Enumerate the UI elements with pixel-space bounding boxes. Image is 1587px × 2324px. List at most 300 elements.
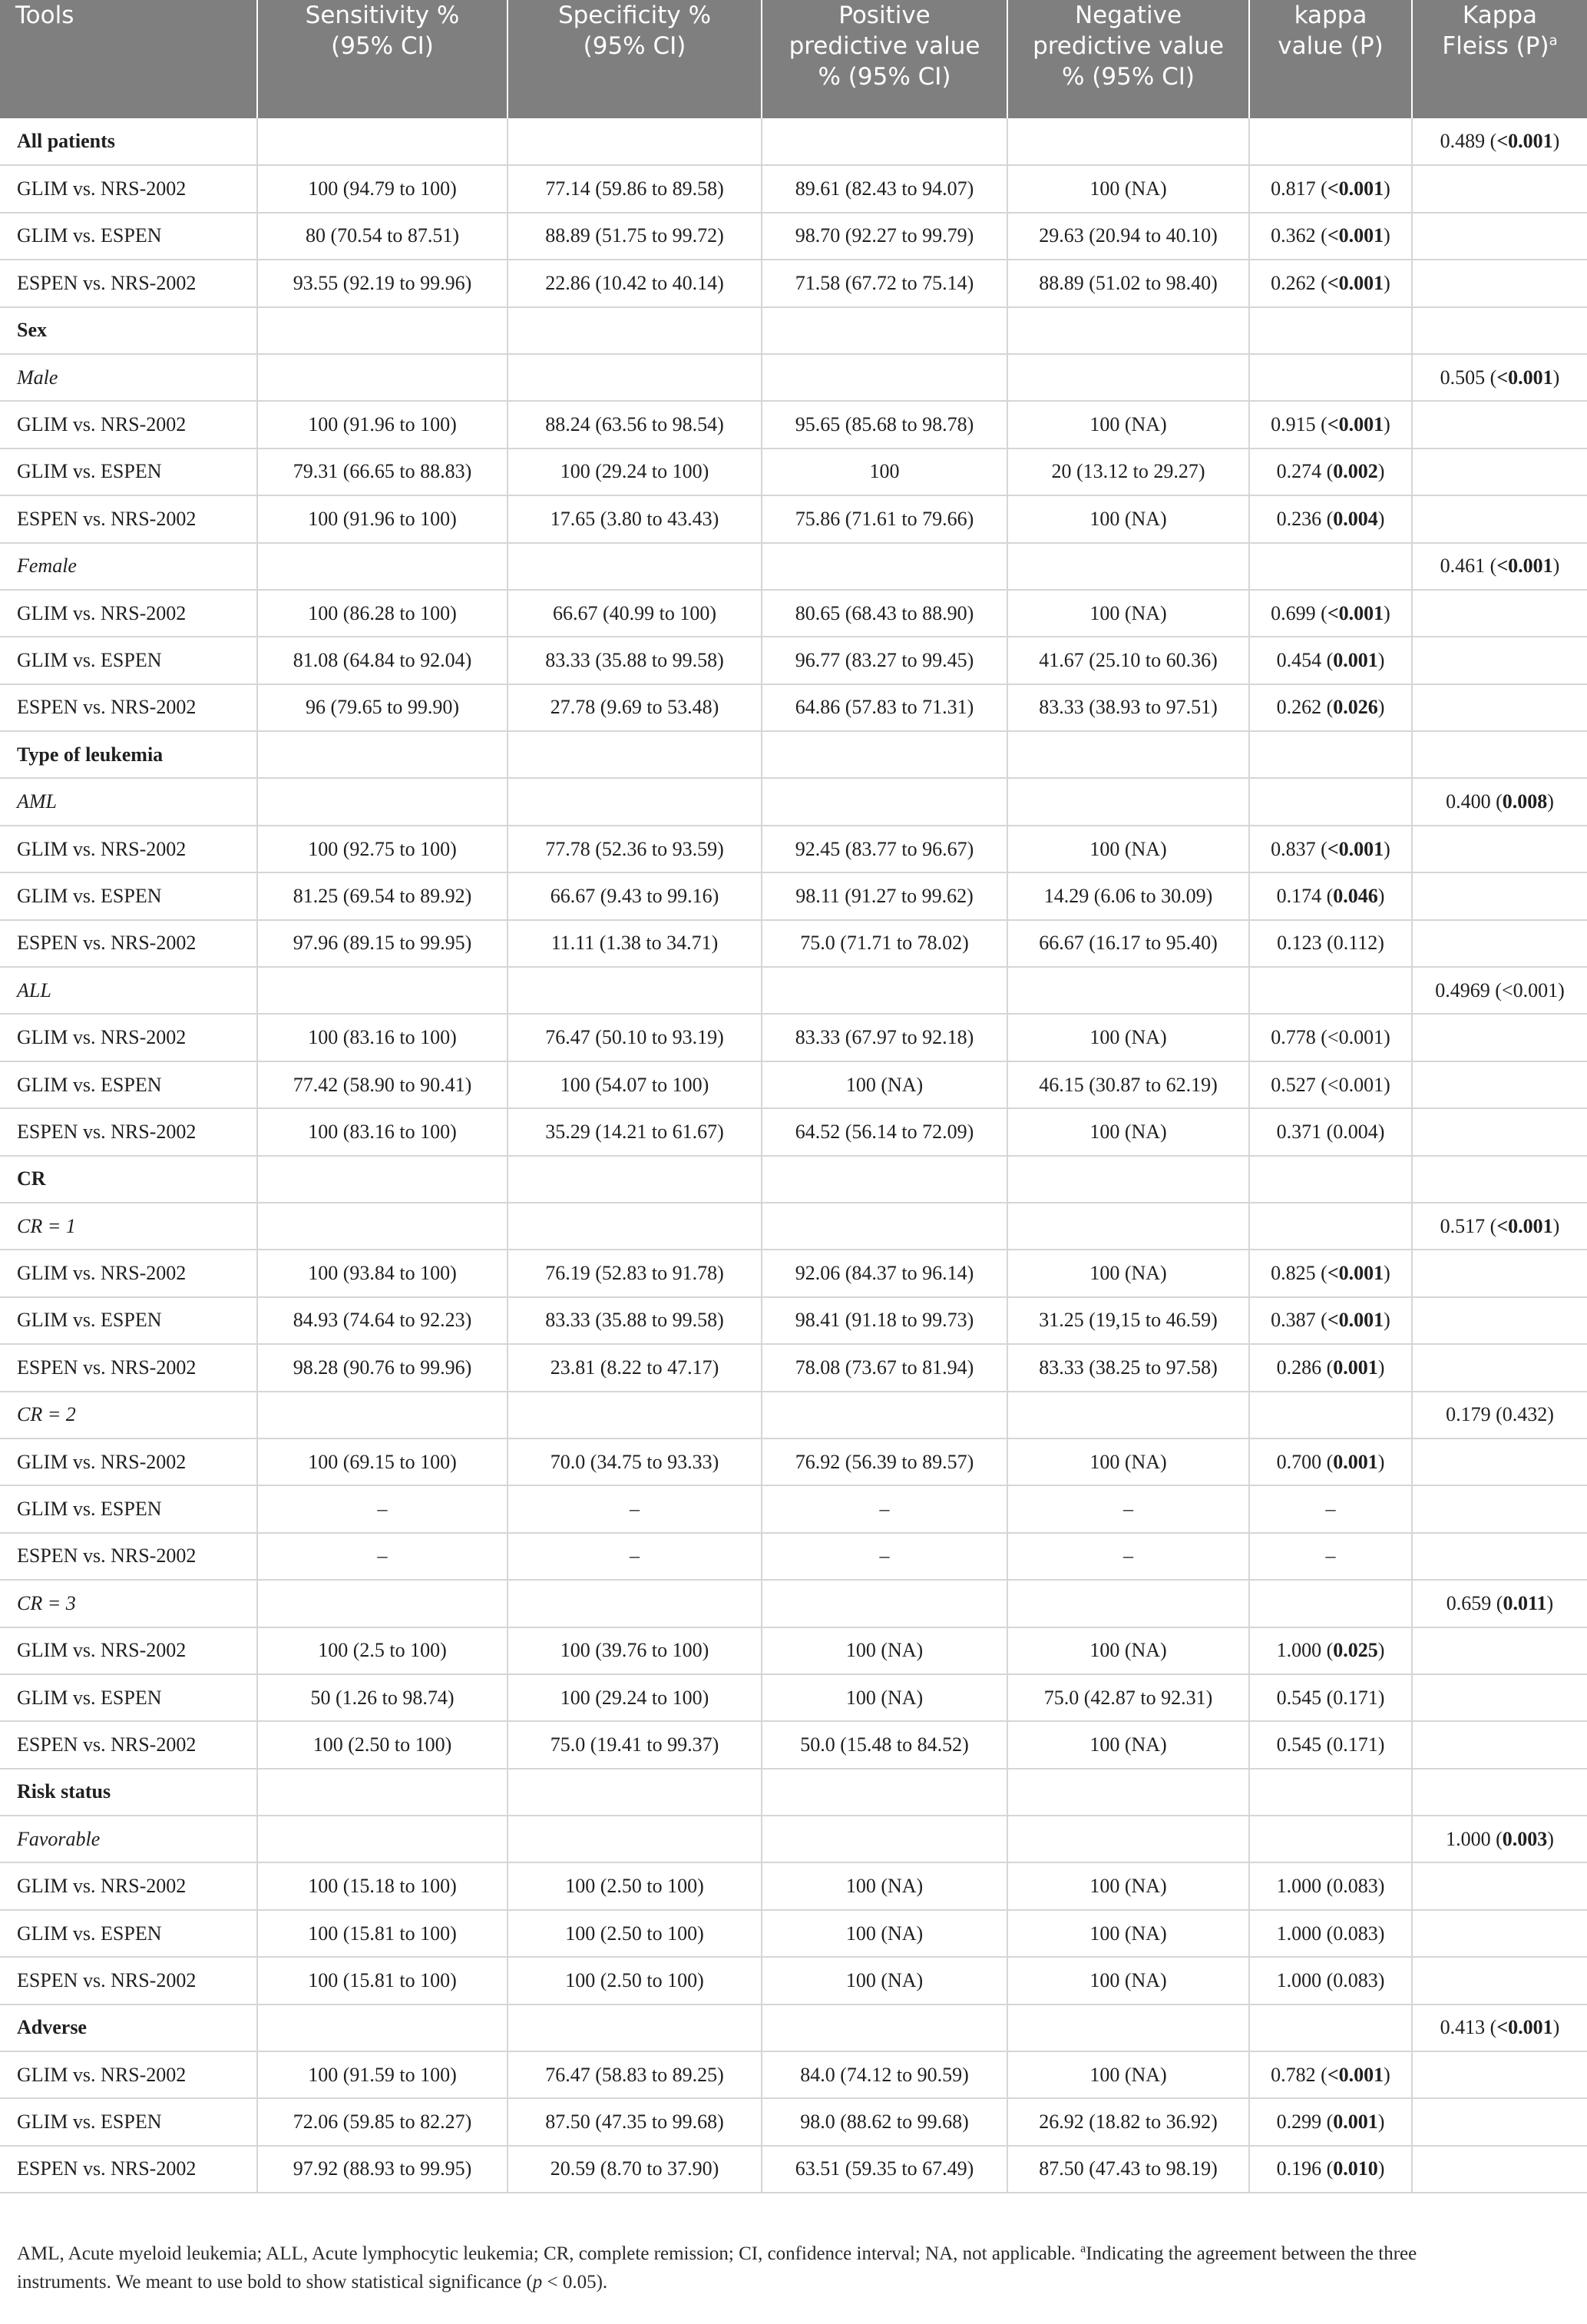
sensitivity-cell: 81.08 (64.84 to 92.04)	[257, 637, 508, 684]
row-label: GLIM vs. ESPEN	[0, 1061, 257, 1108]
npv-cell: 100 (NA)	[1007, 2051, 1249, 2098]
row-label: GLIM vs. ESPEN	[0, 1297, 257, 1344]
ppv-cell	[762, 1580, 1007, 1627]
kappa-cell: 0.700 (0.001)	[1249, 1438, 1412, 1485]
specificity-cell	[508, 2005, 762, 2051]
kappa-cell: 0.782 (<0.001)	[1249, 2051, 1412, 2098]
specificity-cell: 27.78 (9.69 to 53.48)	[508, 684, 762, 731]
fleiss-cell	[1412, 1108, 1587, 1155]
fleiss-cell	[1412, 1344, 1587, 1391]
kappa-cell	[1249, 731, 1412, 778]
kappa-cell: 0.699 (<0.001)	[1249, 590, 1412, 637]
kappa-cell	[1249, 2005, 1412, 2051]
sensitivity-cell	[257, 354, 508, 401]
fleiss-cell: 1.000 (0.003)	[1412, 1816, 1587, 1862]
sensitivity-cell: 100 (2.5 to 100)	[257, 1627, 508, 1674]
sensitivity-cell: 100 (91.96 to 100)	[257, 401, 508, 448]
ppv-cell	[762, 778, 1007, 825]
kappa-cell: 1.000 (0.025)	[1249, 1627, 1412, 1674]
row-label: ESPEN vs. NRS-2002	[0, 2146, 257, 2193]
row-label: ESPEN vs. NRS-2002	[0, 684, 257, 731]
fleiss-cell	[1412, 1862, 1587, 1909]
specificity-cell	[508, 1580, 762, 1627]
row-label: GLIM vs. ESPEN	[0, 1910, 257, 1957]
kappa-cell: 1.000 (0.083)	[1249, 1862, 1412, 1909]
specificity-cell: 100 (29.24 to 100)	[508, 449, 762, 495]
row-label: ESPEN vs. NRS-2002	[0, 1344, 257, 1391]
table-row	[0, 401, 1587, 448]
kappa-cell: 0.299 (0.001)	[1249, 2098, 1412, 2145]
specificity-cell: 77.14 (59.86 to 89.58)	[508, 165, 762, 212]
table-row	[0, 2051, 1587, 2098]
row-label: ALL	[0, 967, 257, 1014]
ppv-cell: 80.65 (68.43 to 88.90)	[762, 590, 1007, 637]
sensitivity-cell	[257, 731, 508, 778]
kappa-cell: 0.286 (0.001)	[1249, 1344, 1412, 1391]
npv-cell: 100 (NA)	[1007, 1627, 1249, 1674]
specificity-cell: 100 (2.50 to 100)	[508, 1862, 762, 1909]
table-row	[0, 826, 1587, 872]
kappa-cell: 1.000 (0.083)	[1249, 1910, 1412, 1957]
ppv-cell	[762, 354, 1007, 401]
sensitivity-cell: 100 (83.16 to 100)	[257, 1108, 508, 1155]
ppv-cell: 100 (NA)	[762, 1910, 1007, 1957]
fleiss-cell	[1412, 1156, 1587, 1203]
kappa-cell: 0.274 (0.002)	[1249, 449, 1412, 495]
group-row	[0, 778, 1587, 825]
npv-cell: 100 (NA)	[1007, 1721, 1249, 1768]
fleiss-cell: 0.4969 (<0.001)	[1412, 967, 1587, 1014]
section-row	[0, 2005, 1587, 2051]
fleiss-cell	[1412, 165, 1587, 212]
kappa-cell	[1249, 1156, 1412, 1203]
fleiss-cell: 0.505 (<0.001)	[1412, 354, 1587, 401]
sensitivity-cell: 97.92 (88.93 to 99.95)	[257, 2146, 508, 2193]
header-fleiss: Kappa Fleiss $(P)^a$	[1412, 0, 1587, 118]
fleiss-cell	[1412, 449, 1587, 495]
sensitivity-cell	[257, 543, 508, 590]
sensitivity-cell: –	[257, 1533, 508, 1580]
kappa-cell	[1249, 1203, 1412, 1250]
specificity-cell: 66.67 (9.43 to 99.16)	[508, 872, 762, 919]
group-row	[0, 967, 1587, 1014]
npv-cell: 87.50 (47.43 to 98.19)	[1007, 2146, 1249, 2193]
specificity-cell	[508, 1816, 762, 1862]
table-row	[0, 1674, 1587, 1721]
kappa-cell: 0.545 (0.171)	[1249, 1674, 1412, 1721]
npv-cell: 100 (NA)	[1007, 1014, 1249, 1061]
kappa-cell: 0.817 (<0.001)	[1249, 165, 1412, 212]
row-label: ESPEN vs. NRS-2002	[0, 1108, 257, 1155]
sensitivity-cell: 100 (2.50 to 100)	[257, 1721, 508, 1768]
group-row	[0, 1580, 1587, 1627]
npv-cell: 66.67 (16.17 to 95.40)	[1007, 920, 1249, 967]
group-row	[0, 1203, 1587, 1250]
ppv-cell: 100 (NA)	[762, 1957, 1007, 2004]
table-row	[0, 684, 1587, 731]
kappa-cell: 0.825 (<0.001)	[1249, 1250, 1412, 1296]
ppv-cell	[762, 2005, 1007, 2051]
ppv-cell: 71.58 (67.72 to 75.14)	[762, 260, 1007, 306]
specificity-cell: –	[508, 1533, 762, 1580]
sensitivity-cell: 100 (69.15 to 100)	[257, 1438, 508, 1485]
fleiss-cell	[1412, 2051, 1587, 2098]
specificity-cell	[508, 778, 762, 825]
npv-cell: 41.67 (25.10 to 60.36)	[1007, 637, 1249, 684]
npv-cell: 100 (NA)	[1007, 1250, 1249, 1296]
kappa-cell: 0.196 (0.010)	[1249, 2146, 1412, 2193]
row-label: GLIM vs. NRS-2002	[0, 826, 257, 872]
specificity-cell	[508, 731, 762, 778]
npv-cell	[1007, 307, 1249, 354]
ppv-cell	[762, 1203, 1007, 1250]
ppv-cell: 63.51 (59.35 to 67.49)	[762, 2146, 1007, 2193]
npv-cell: 88.89 (51.02 to 98.40)	[1007, 260, 1249, 306]
row-label: Type of leukemia	[0, 731, 257, 778]
npv-cell: 100 (NA)	[1007, 826, 1249, 872]
fleiss-cell	[1412, 731, 1587, 778]
ppv-cell: 100 (NA)	[762, 1627, 1007, 1674]
table-row	[0, 1344, 1587, 1391]
row-label: ESPEN vs. NRS-2002	[0, 260, 257, 306]
kappa-cell	[1249, 967, 1412, 1014]
specificity-cell	[508, 543, 762, 590]
table-row	[0, 1061, 1587, 1108]
npv-cell: 75.0 (42.87 to 92.31)	[1007, 1674, 1249, 1721]
fleiss-cell	[1412, 1438, 1587, 1485]
sensitivity-cell: 100 (94.79 to 100)	[257, 165, 508, 212]
table-header	[0, 0, 1587, 118]
specificity-cell: 83.33 (35.88 to 99.58)	[508, 637, 762, 684]
sensitivity-cell: 50 (1.26 to 98.74)	[257, 1674, 508, 1721]
fleiss-cell	[1412, 213, 1587, 260]
npv-cell	[1007, 1203, 1249, 1250]
npv-cell	[1007, 1580, 1249, 1627]
ppv-cell	[762, 543, 1007, 590]
specificity-cell: 35.29 (14.21 to 61.67)	[508, 1108, 762, 1155]
ppv-cell: 64.52 (56.14 to 72.09)	[762, 1108, 1007, 1155]
sensitivity-cell	[257, 1203, 508, 1250]
kappa-cell: 0.362 (<0.001)	[1249, 213, 1412, 260]
ppv-cell: 98.70 (92.27 to 99.79)	[762, 213, 1007, 260]
ppv-cell	[762, 1769, 1007, 1816]
fleiss-cell: 0.179 (0.432)	[1412, 1392, 1587, 1438]
npv-cell: 100 (NA)	[1007, 1108, 1249, 1155]
row-label: GLIM vs. ESPEN	[0, 449, 257, 495]
sensitivity-cell: 100 (15.81 to 100)	[257, 1910, 508, 1957]
row-label: All patients	[0, 118, 257, 165]
specificity-cell: 75.0 (19.41 to 99.37)	[508, 1721, 762, 1768]
table-row	[0, 1014, 1587, 1061]
specificity-cell	[508, 118, 762, 165]
kappa-cell: 1.000 (0.083)	[1249, 1957, 1412, 2004]
ppv-cell: 75.0 (71.71 to 78.02)	[762, 920, 1007, 967]
npv-cell	[1007, 118, 1249, 165]
sensitivity-cell: 100 (15.18 to 100)	[257, 1862, 508, 1909]
specificity-cell: 20.59 (8.70 to 37.90)	[508, 2146, 762, 2193]
npv-cell: 26.92 (18.82 to 36.92)	[1007, 2098, 1249, 2145]
fleiss-cell: 0.461 (<0.001)	[1412, 543, 1587, 590]
row-label: GLIM vs. NRS-2002	[0, 1250, 257, 1296]
sensitivity-cell: 84.93 (74.64 to 92.23)	[257, 1297, 508, 1344]
sensitivity-cell: 98.28 (90.76 to 99.96)	[257, 1344, 508, 1391]
kappa-cell: 0.545 (0.171)	[1249, 1721, 1412, 1768]
npv-cell: 31.25 (19,15 to 46.59)	[1007, 1297, 1249, 1344]
ppv-cell: 92.45 (83.77 to 96.67)	[762, 826, 1007, 872]
sensitivity-cell: 72.06 (59.85 to 82.27)	[257, 2098, 508, 2145]
kappa-cell: 0.236 (0.004)	[1249, 495, 1412, 542]
npv-cell	[1007, 1816, 1249, 1862]
row-label: ESPEN vs. NRS-2002	[0, 920, 257, 967]
row-label: Risk status	[0, 1769, 257, 1816]
fleiss-cell	[1412, 1297, 1587, 1344]
npv-cell	[1007, 1769, 1249, 1816]
fleiss-cell	[1412, 1627, 1587, 1674]
header-sensitivity: Sensitivity % (95% CI)	[257, 0, 508, 118]
sensitivity-cell: 96 (79.65 to 99.90)	[257, 684, 508, 731]
npv-cell: 100 (NA)	[1007, 1910, 1249, 1957]
ppv-cell: –	[762, 1485, 1007, 1532]
group-row	[0, 543, 1587, 590]
sensitivity-cell	[257, 967, 508, 1014]
specificity-cell	[508, 354, 762, 401]
row-label: CR = 2	[0, 1392, 257, 1438]
fleiss-cell	[1412, 2146, 1587, 2193]
sensitivity-cell: 79.31 (66.65 to 88.83)	[257, 449, 508, 495]
row-label: CR = 1	[0, 1203, 257, 1250]
table-footnote: AML, Acute myeloid leukemia; ALL, Acute lymphocytic leukemia; CR, complete remission; CI, confidence interval; NA, not applicable. $^a$Indicating the agreement between the three instruments. We meant to use bold to show statistical significance (p < 0.05).	[17, 2242, 1417, 2293]
specificity-cell: 83.33 (35.88 to 99.58)	[508, 1297, 762, 1344]
row-label: CR = 3	[0, 1580, 257, 1627]
ppv-cell: 83.33 (67.97 to 92.18)	[762, 1014, 1007, 1061]
table-row	[0, 1627, 1587, 1674]
specificity-cell: 100 (39.76 to 100)	[508, 1627, 762, 1674]
row-label: GLIM vs. ESPEN	[0, 2098, 257, 2145]
section-row	[0, 1156, 1587, 1203]
specificity-cell: 77.78 (52.36 to 93.59)	[508, 826, 762, 872]
fleiss-cell	[1412, 826, 1587, 872]
fleiss-cell	[1412, 260, 1587, 306]
sensitivity-cell: 100 (93.84 to 100)	[257, 1250, 508, 1296]
table-row	[0, 2146, 1587, 2193]
sensitivity-cell	[257, 1156, 508, 1203]
sensitivity-cell: 97.96 (89.15 to 99.95)	[257, 920, 508, 967]
table-body	[0, 118, 1587, 2193]
row-label: ESPEN vs. NRS-2002	[0, 1533, 257, 1580]
fleiss-cell: 0.517 (<0.001)	[1412, 1203, 1587, 1250]
row-label: Male	[0, 354, 257, 401]
table-row	[0, 213, 1587, 260]
fleiss-cell	[1412, 637, 1587, 684]
ppv-cell	[762, 967, 1007, 1014]
npv-cell: 83.33 (38.93 to 97.51)	[1007, 684, 1249, 731]
specificity-cell	[508, 967, 762, 1014]
fleiss-cell	[1412, 1485, 1587, 1532]
sensitivity-cell: –	[257, 1485, 508, 1532]
kappa-cell: 0.387 (<0.001)	[1249, 1297, 1412, 1344]
specificity-cell: 22.86 (10.42 to 40.14)	[508, 260, 762, 306]
sensitivity-cell	[257, 118, 508, 165]
ppv-cell	[762, 1156, 1007, 1203]
specificity-cell: 70.0 (34.75 to 93.33)	[508, 1438, 762, 1485]
ppv-cell: 96.77 (83.27 to 99.45)	[762, 637, 1007, 684]
fleiss-cell	[1412, 307, 1587, 354]
sensitivity-cell: 77.42 (58.90 to 90.41)	[257, 1061, 508, 1108]
specificity-cell: 100 (2.50 to 100)	[508, 1957, 762, 2004]
fleiss-cell	[1412, 1910, 1587, 1957]
table-row	[0, 1250, 1587, 1296]
npv-cell: 100 (NA)	[1007, 1438, 1249, 1485]
table-row	[0, 1533, 1587, 1580]
fleiss-cell: 0.659 (0.011)	[1412, 1580, 1587, 1627]
kappa-cell: 0.262 (0.026)	[1249, 684, 1412, 731]
ppv-cell	[762, 731, 1007, 778]
npv-cell: 20 (13.12 to 29.27)	[1007, 449, 1249, 495]
row-label: GLIM vs. NRS-2002	[0, 1438, 257, 1485]
kappa-cell: 0.527 (<0.001)	[1249, 1061, 1412, 1108]
table-row	[0, 1910, 1587, 1957]
specificity-cell: 87.50 (47.35 to 99.68)	[508, 2098, 762, 2145]
npv-cell: 83.33 (38.25 to 97.58)	[1007, 1344, 1249, 1391]
sensitivity-cell: 100 (91.59 to 100)	[257, 2051, 508, 2098]
npv-cell: 100 (NA)	[1007, 495, 1249, 542]
ppv-cell: 100 (NA)	[762, 1674, 1007, 1721]
row-label: GLIM vs. ESPEN	[0, 1485, 257, 1532]
fleiss-cell	[1412, 1014, 1587, 1061]
group-row	[0, 354, 1587, 401]
section-row	[0, 307, 1587, 354]
ppv-cell: 95.65 (85.68 to 98.78)	[762, 401, 1007, 448]
row-label: ESPEN vs. NRS-2002	[0, 495, 257, 542]
kappa-cell: –	[1249, 1485, 1412, 1532]
npv-cell	[1007, 731, 1249, 778]
kappa-cell	[1249, 354, 1412, 401]
specificity-cell	[508, 1203, 762, 1250]
npv-cell	[1007, 1392, 1249, 1438]
fleiss-cell	[1412, 1250, 1587, 1296]
npv-cell: 100 (NA)	[1007, 401, 1249, 448]
row-label: CR	[0, 1156, 257, 1203]
npv-cell: 100 (NA)	[1007, 165, 1249, 212]
npv-cell: –	[1007, 1485, 1249, 1532]
ppv-cell: 78.08 (73.67 to 81.94)	[762, 1344, 1007, 1391]
row-label: GLIM vs. ESPEN	[0, 1674, 257, 1721]
ppv-cell: 100	[762, 449, 1007, 495]
sensitivity-cell	[257, 307, 508, 354]
kappa-cell	[1249, 1392, 1412, 1438]
specificity-cell: 11.11 (1.38 to 34.71)	[508, 920, 762, 967]
fleiss-cell: 0.413 (<0.001)	[1412, 2005, 1587, 2051]
kappa-cell: 0.262 (<0.001)	[1249, 260, 1412, 306]
fleiss-cell	[1412, 920, 1587, 967]
specificity-cell	[508, 1156, 762, 1203]
npv-cell	[1007, 967, 1249, 1014]
specificity-cell: 76.47 (50.10 to 93.19)	[508, 1014, 762, 1061]
row-label: Adverse	[0, 2005, 257, 2051]
specificity-cell: 76.19 (52.83 to 91.78)	[508, 1250, 762, 1296]
fleiss-cell	[1412, 872, 1587, 919]
row-label: Sex	[0, 307, 257, 354]
ppv-cell: 100 (NA)	[762, 1061, 1007, 1108]
header-npv: Negative predictive value % (95% CI)	[1007, 0, 1249, 118]
ppv-cell: 50.0 (15.48 to 84.52)	[762, 1721, 1007, 1768]
ppv-cell: 98.11 (91.27 to 99.62)	[762, 872, 1007, 919]
specificity-cell: 100 (29.24 to 100)	[508, 1674, 762, 1721]
table-row	[0, 165, 1587, 212]
row-label: AML	[0, 778, 257, 825]
table-row	[0, 449, 1587, 495]
npv-cell: 46.15 (30.87 to 62.19)	[1007, 1061, 1249, 1108]
sensitivity-cell: 100 (92.75 to 100)	[257, 826, 508, 872]
row-label: GLIM vs. ESPEN	[0, 872, 257, 919]
kappa-cell: 0.174 (0.046)	[1249, 872, 1412, 919]
specificity-cell	[508, 1769, 762, 1816]
header-tools: Tools	[0, 0, 257, 118]
npv-cell	[1007, 543, 1249, 590]
ppv-cell: 92.06 (84.37 to 96.14)	[762, 1250, 1007, 1296]
ppv-cell: 98.41 (91.18 to 99.73)	[762, 1297, 1007, 1344]
fleiss-cell	[1412, 1674, 1587, 1721]
sensitivity-cell: 81.25 (69.54 to 89.92)	[257, 872, 508, 919]
kappa-cell	[1249, 307, 1412, 354]
fleiss-cell	[1412, 495, 1587, 542]
npv-cell: –	[1007, 1533, 1249, 1580]
table-row	[0, 1721, 1587, 1768]
kappa-cell: 0.371 (0.004)	[1249, 1108, 1412, 1155]
ppv-cell	[762, 1392, 1007, 1438]
row-label: ESPEN vs. NRS-2002	[0, 1957, 257, 2004]
fleiss-cell	[1412, 2098, 1587, 2145]
ppv-cell	[762, 1816, 1007, 1862]
row-label: GLIM vs. NRS-2002	[0, 1862, 257, 1909]
kappa-cell	[1249, 118, 1412, 165]
header-specificity: Specificity % (95% CI)	[508, 0, 762, 118]
ppv-cell: –	[762, 1533, 1007, 1580]
ppv-cell: 98.0 (88.62 to 99.68)	[762, 2098, 1007, 2145]
kappa-cell	[1249, 1769, 1412, 1816]
fleiss-cell: 0.400 (0.008)	[1412, 778, 1587, 825]
npv-cell: 14.29 (6.06 to 30.09)	[1007, 872, 1249, 919]
specificity-cell: 100 (2.50 to 100)	[508, 1910, 762, 1957]
group-row	[0, 1392, 1587, 1438]
sensitivity-cell: 100 (86.28 to 100)	[257, 590, 508, 637]
sensitivity-cell: 93.55 (92.19 to 99.96)	[257, 260, 508, 306]
npv-cell: 100 (NA)	[1007, 1862, 1249, 1909]
fleiss-cell	[1412, 1721, 1587, 1768]
kappa-cell	[1249, 1580, 1412, 1627]
ppv-cell: 100 (NA)	[762, 1862, 1007, 1909]
specificity-cell	[508, 1392, 762, 1438]
table-row	[0, 590, 1587, 637]
specificity-cell: 88.24 (63.56 to 98.54)	[508, 401, 762, 448]
table-row	[0, 2098, 1587, 2145]
sensitivity-cell: 100 (91.96 to 100)	[257, 495, 508, 542]
row-label: Favorable	[0, 1816, 257, 1862]
specificity-cell: 100 (54.07 to 100)	[508, 1061, 762, 1108]
sensitivity-cell	[257, 1392, 508, 1438]
row-label: GLIM vs. NRS-2002	[0, 401, 257, 448]
table-row	[0, 1108, 1587, 1155]
section-row	[0, 118, 1587, 165]
row-label: GLIM vs. NRS-2002	[0, 590, 257, 637]
ppv-cell: 64.86 (57.83 to 71.31)	[762, 684, 1007, 731]
table-row	[0, 1485, 1587, 1532]
kappa-cell: –	[1249, 1533, 1412, 1580]
ppv-cell	[762, 118, 1007, 165]
fleiss-cell	[1412, 684, 1587, 731]
row-label: GLIM vs. NRS-2002	[0, 165, 257, 212]
table-row	[0, 1862, 1587, 1909]
